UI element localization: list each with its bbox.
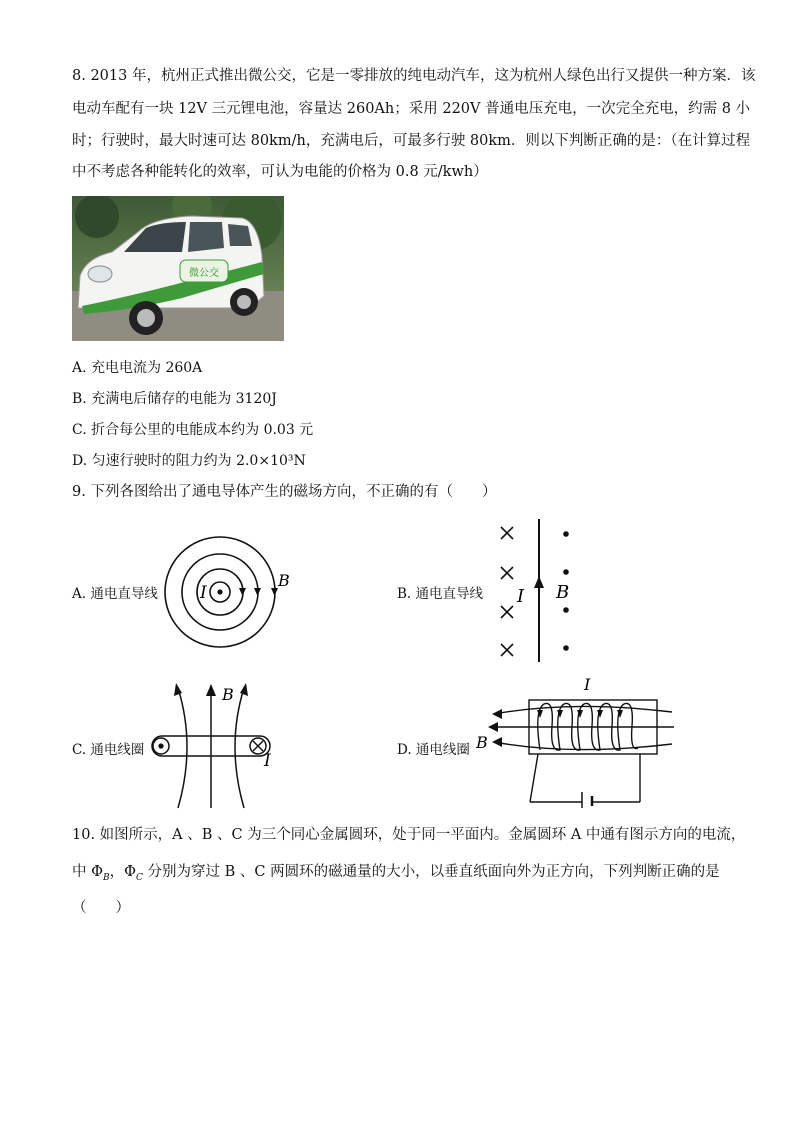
q10-line-2 — [72, 862, 720, 888]
fig-b-current-label: I — [517, 586, 525, 607]
fig-b-field-label: B — [556, 582, 570, 603]
figure-a-straight-wire — [160, 530, 310, 655]
q8-option-a: A. 充电电流为 260A — [72, 360, 203, 376]
fig-d-field-label: B — [476, 733, 488, 752]
q9-caption-a: A. 通电直导线 — [72, 586, 158, 602]
q8-option-b: B. 充满电后储存的电能为 3120J — [72, 391, 277, 407]
q10-line2-pre: 中 Φ — [72, 864, 103, 880]
figure-b-straight-wire — [492, 516, 592, 666]
q10-line-3: （ ） — [72, 900, 130, 916]
fig-a-current-label: I — [200, 583, 207, 603]
car-logo-text: 微公交 — [189, 268, 219, 279]
q8-option-d: D. 匀速行驶时的阻力约为 2.0×10³N — [72, 453, 306, 469]
q8-line-3: 时；行驶时，最大时速可达 80km/h，充满电后，可最多行驶 80km．则以下判断正确的是：（在计算过程 — [72, 133, 751, 149]
figure-c-coil — [148, 680, 288, 810]
q8-line-2: 电动车配有一块 12V 三元锂电池，容量达 260Ah；采用 220V 普通电压充电，一次完全充电，约需 8 小 — [72, 101, 751, 117]
fig-c-field-label: B — [222, 685, 234, 704]
q9-stem: 9. 下列各图给出了通电导体产生的磁场方向，不正确的有（ ） — [72, 484, 497, 500]
q10-sub-c: C — [136, 872, 143, 883]
q8-option-c: C. 折合每公里的电能成本约为 0.03 元 — [72, 422, 314, 438]
fig-c-current-label: I — [264, 751, 271, 771]
car-photo — [72, 196, 284, 341]
figure-d-solenoid — [472, 674, 682, 808]
q10-line2-mid: ，Φ — [109, 864, 137, 880]
q9-caption-c: C. 通电线圈 — [72, 742, 145, 758]
q10-line-1: 10. 如图所示，A 、B 、C 为三个同心金属圆环，处于同一平面内。金属圆环 A 中通有图示方向的电流， — [72, 827, 746, 843]
q8-line-4: 中不考虑各种能转化的效率，可认为电能的价格为 0.8 元/kwh） — [72, 164, 488, 180]
q9-caption-b: B. 通电直导线 — [397, 586, 484, 602]
q10-line2-post: 分别为穿过 B 、C 两圆环的磁通量的大小，以垂直纸面向外为正方向，下列判断正确的是 — [142, 864, 720, 880]
q10-sub-b: B — [103, 872, 110, 883]
q9-caption-d: D. 通电线圈 — [397, 742, 470, 758]
fig-d-current-label: I — [584, 675, 591, 694]
q8-line-1: 8. 2013 年，杭州正式推出微公交，它是一零排放的纯电动汽车，这为杭州人绿色出行又提供一种方案．该 — [72, 68, 756, 84]
fig-a-field-label: B — [278, 571, 290, 590]
